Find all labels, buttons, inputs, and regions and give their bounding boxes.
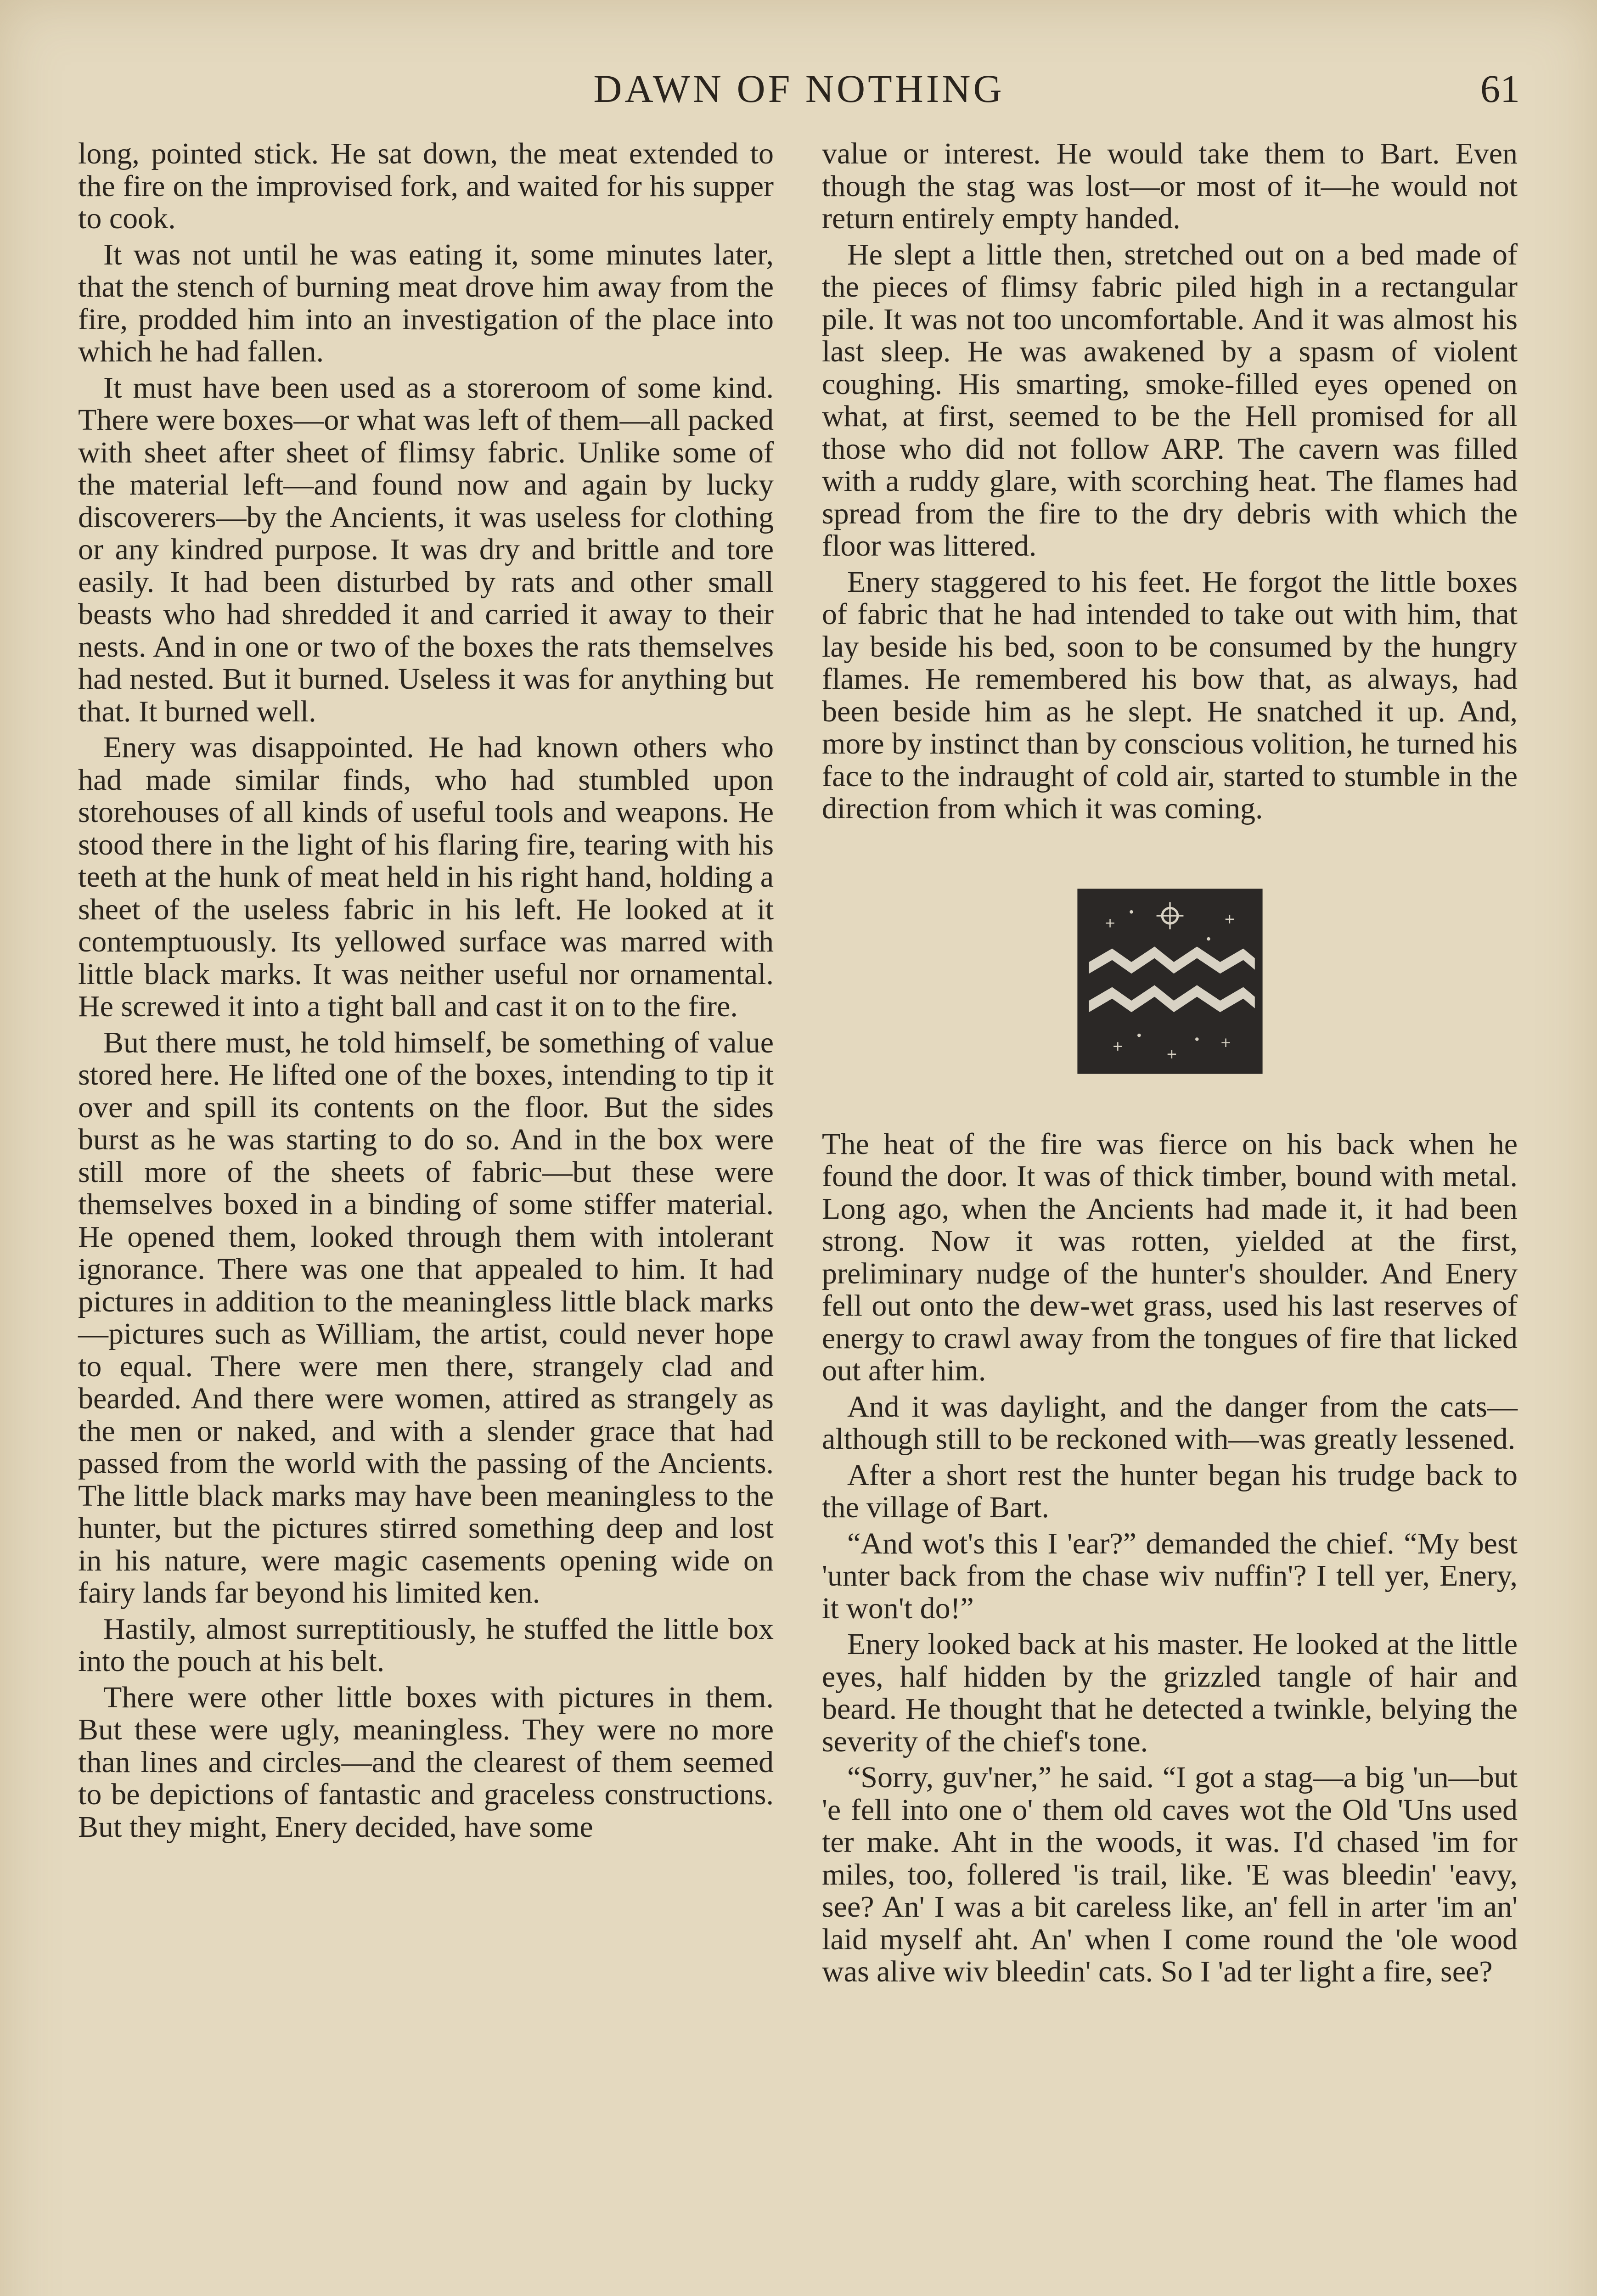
paragraph: And it was daylight, and the danger from the cats—although still to be reckoned with—was greatly lessened. xyxy=(822,1390,1518,1456)
section-break xyxy=(822,853,1518,1110)
paragraph: “Sorry, guv'ner,” he said. “I got a stag—a big 'un—but 'e fell into one o' them old caves wot the Old 'Uns used ter make. Aht in the woods, it was. I'd chased 'im for miles, too, follered 'is trail, like. 'E was bleedin' 'eavy, see? An' I was a bit careless like, an' fell in arter 'im an' laid myself aht. An' when I come round the 'ole wood was alive wiv bleedin' cats. So I 'ad ter light a fire, see? xyxy=(822,1761,1518,1988)
svg-text:+: + xyxy=(1104,914,1116,930)
svg-text:+: + xyxy=(1224,911,1235,927)
svg-text:+: + xyxy=(1220,1034,1231,1050)
paragraph: But there must, he told himself, be something of value stored here. He lifted one of the boxes, intending to tip it over and spill its contents on the floor. But the sides burst as he was starting to do so. And in the box were still more of the sheets of fabric—but these were themselves boxed in a binding of some stiffer material. He opened them, looked through them with intolerant ignorance. There was one that appealed to him. It had pictures in addition to the meaningless little black marks—pictures such as William, the artist, could never hope to equal. There were men there, strangely clad and bearded. And there were women, attired as strangely as the men or naked, and with a slender grace that had passed from the world with the passing of the Ancients. The little black marks may have been meaningless to the hunter, but the pictures stirred something deep and lost in his nature, were magic casements opening wide on fairy lands far beyond his limited ken. xyxy=(78,1025,774,1609)
paragraph: long, pointed stick. He sat down, the meat extended to the fire on the improvised fork, and waited for his supper to cook. xyxy=(78,137,774,235)
svg-text:+: + xyxy=(1166,1046,1177,1062)
paragraph: It must have been used as a storeroom of some kind. There were boxes—or what was left of them—all packed with sheet after sheet of flimsy fabric. Unlike some of the material left—and found now and again by lucky discoverers—by the Ancients, it was useless for clothing or any kindred purpose. It was dry and brittle and tore easily. It had been disturbed by rats and other small beasts who had shredded it and carried it away to their nests. And in one or two of the boxes the rats themselves had nested. But it burned. Useless it was for anything but that. It burned well. xyxy=(78,371,774,728)
paragraph: value or interest. He would take them to Bart. Even though the stag was lost—or most of it—he would not return entirely empty handed. xyxy=(822,137,1518,235)
waves-and-stars-ornament-icon xyxy=(1071,885,1269,1078)
paragraph: The heat of the fire was fierce on his back when he found the door. It was of thick timber, bound with metal. Long ago, when the Ancients had made it, it had been strong. Now it was rotten, yielded at the first, preliminary nudge of the hunter's shoulder. And Enery fell out onto the dew-wet grass, used his last reserves of energy to crawl away from the tongues of fire that licked out after him. xyxy=(822,1127,1518,1387)
paragraph: There were other little boxes with pictures in them. But these were ugly, meaningless. They were no more than lines and circles—and the clearest of them seemed to be depictions of fantastic and graceless constructions. But they might, Enery decided, have some xyxy=(78,1680,774,1844)
svg-text:+: + xyxy=(1112,1038,1124,1054)
right-column xyxy=(822,138,1518,1992)
paragraph: Enery was disappointed. He had known others who had made similar finds, who had stumbled upon storehouses of all kinds of useful tools and weapons. He stood there in the light of his flaring fire, tearing with his teeth at the hunk of meat held in his right hand, holding a sheet of the useless fabric in his left. He looked at it contemptuously. Its yellowed surface was marred with little black marks. It was neither useful nor ornamental. He screwed it into a tight ball and cast it on to the fire. xyxy=(78,731,774,1023)
paragraph: Enery looked back at his master. He looked at the little eyes, half hidden by the grizzled tangle of hair and beard. He thought that he detected a twinkle, belying the severity of the chief's tone. xyxy=(822,1627,1518,1758)
paragraph: After a short rest the hunter began his trudge back to the village of Bart. xyxy=(822,1458,1518,1524)
paragraph: It was not until he was eating it, some minutes later, that the stench of burning meat drove him away from the fire, prodded him into an investigation of the place into which he had fallen. xyxy=(78,237,774,368)
paragraph: Hastily, almost surreptitiously, he stuffed the little box into the pouch at his belt. xyxy=(78,1612,774,1678)
page-number: 61 xyxy=(1480,67,1520,111)
running-title: DAWN OF NOTHING xyxy=(593,67,1005,111)
left-column xyxy=(78,138,774,1847)
paragraph: He slept a little then, stretched out on a bed made of the pieces of flimsy fabric piled high in a rectangular pile. It was not too uncomfortable. And it was almost his last sleep. He was awakened by a spasm of violent coughing. His smarting, smoke-filled eyes opened on what, at first, seemed to be the Hell promised for all those who did not follow ARP. The cavern was filled with a ruddy glare, with scorching heat. The flames had spread from the fire to the dry debris with which the floor was littered. xyxy=(822,237,1518,563)
paragraph: “And wot's this I 'ear?” demanded the chief. “My best 'unter back from the chase wiv nuffin'? I tell yer, Enery, it won't do!” xyxy=(822,1526,1518,1625)
paragraph: Enery staggered to his feet. He forgot the little boxes of fabric that he had intended to take out with him, that lay beside his bed, soon to be consumed by the hungry flames. He remembered his bow that, as always, had been beside him as he slept. He snatched it up. And, more by instinct than by conscious volition, he turned his face to the indraught of cold air, started to stumble in the direction from which it was coming. xyxy=(822,565,1518,825)
